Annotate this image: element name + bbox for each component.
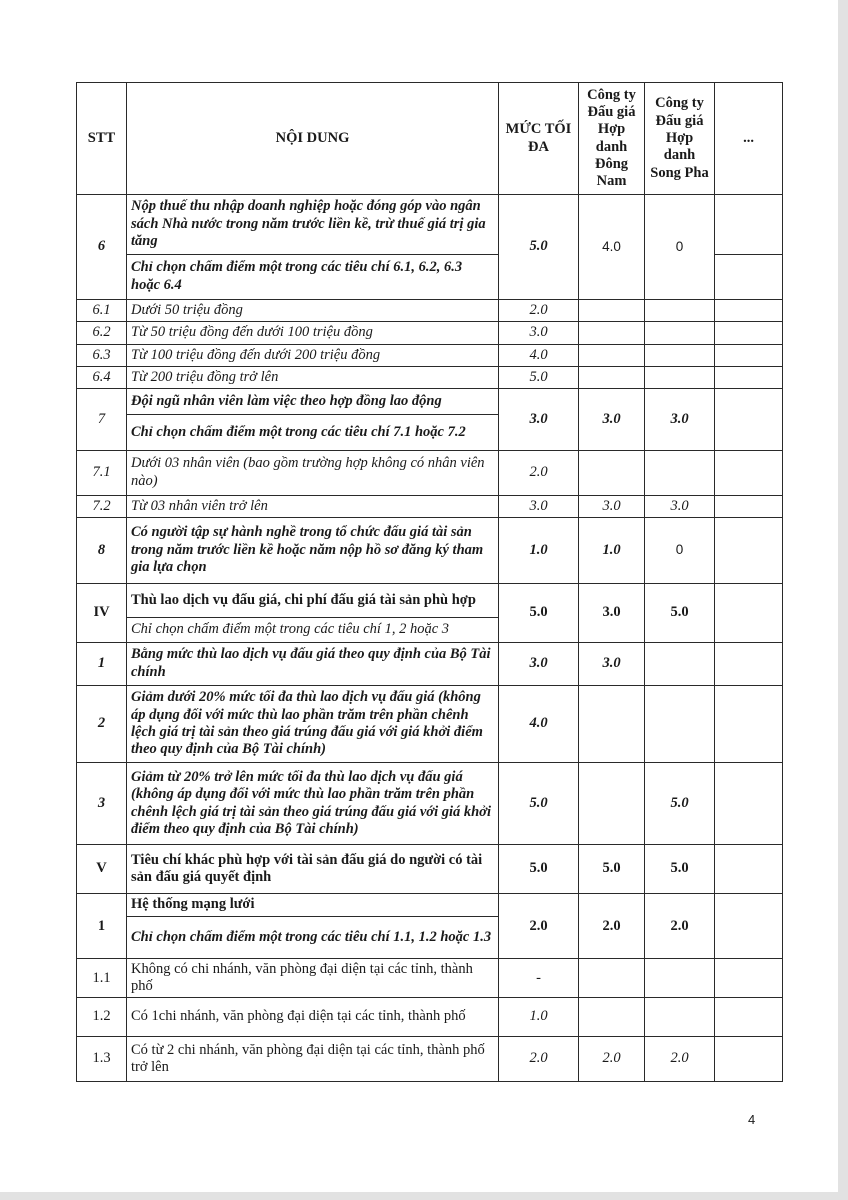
row-empty [715, 685, 783, 763]
row-content: Dưới 50 triệu đồng [127, 299, 499, 321]
row-max: 5.0 [499, 366, 579, 388]
table-row [77, 450, 783, 495]
row-content: Từ 03 nhân viên trở lên [127, 495, 499, 517]
row-score-dong-nam: 3.0 [579, 642, 645, 685]
row-empty [715, 845, 783, 894]
row-content: Nộp thuế thu nhập doanh nghiệp hoặc đóng góp vào ngân sách Nhà nước trong năm trước liền kề, trừ thuế giá trị gia tăng [127, 195, 499, 254]
table-row [77, 998, 783, 1037]
row-score-dong-nam [579, 366, 645, 388]
row-score-song-pha [645, 959, 715, 998]
row-score-dong-nam [579, 763, 645, 845]
row-score-song-pha [645, 642, 715, 685]
row-content: Từ 100 triệu đồng đến dưới 200 triệu đồng [127, 344, 499, 366]
row-content: Có người tập sự hành nghề trong tổ chức đấu giá tài sản trong năm trước liền kề hoặc năm nộp hồ sơ đăng ký tham gia lựa chọn [127, 518, 499, 583]
row-max: 4.0 [499, 685, 579, 763]
table-row [77, 763, 783, 845]
row-stt: 2 [77, 685, 127, 763]
row-score-dong-nam [579, 344, 645, 366]
table-row [77, 389, 783, 415]
table-row [77, 1036, 783, 1081]
row-empty [715, 450, 783, 495]
row-content: Từ 200 triệu đồng trở lên [127, 366, 499, 388]
row-score-song-pha: 5.0 [645, 845, 715, 894]
row-max: 5.0 [499, 845, 579, 894]
row-score-dong-nam [579, 685, 645, 763]
row-content: Có 1chi nhánh, văn phòng đại diện tại các tỉnh, thành phố [127, 998, 499, 1037]
row-score-song-pha: 2.0 [645, 1036, 715, 1081]
row-max: 2.0 [499, 894, 579, 959]
row-score-song-pha: 2.0 [645, 894, 715, 959]
header-company-dong-nam: Công ty Đấu giá Hợp danh Đông Nam [579, 83, 645, 195]
scan-right-edge [838, 0, 848, 1200]
row-stt: 1 [77, 642, 127, 685]
row-stt: 7.2 [77, 495, 127, 517]
row-content: Dưới 03 nhân viên (bao gồm trường hợp không có nhân viên nào) [127, 450, 499, 495]
row-empty [715, 959, 783, 998]
row-score-dong-nam [579, 998, 645, 1037]
row-score-dong-nam [579, 959, 645, 998]
row-empty [715, 366, 783, 388]
header-company-song-pha: Công ty Đấu giá Hợp danh Song Pha [645, 83, 715, 195]
row-max: 2.0 [499, 299, 579, 321]
table-row [77, 495, 783, 517]
header-more: ... [715, 83, 783, 195]
row-score-song-pha [645, 450, 715, 495]
header-content: NỘI DUNG [127, 83, 499, 195]
row-stt: 6 [77, 195, 127, 299]
row-score-song-pha: 5.0 [645, 583, 715, 642]
row-empty [715, 583, 783, 642]
row-max: 4.0 [499, 344, 579, 366]
row-score-song-pha [645, 322, 715, 344]
row-stt: 1 [77, 894, 127, 959]
header-max-score: MỨC TỐI ĐA [499, 83, 579, 195]
table-row [77, 195, 783, 254]
row-score-song-pha [645, 366, 715, 388]
row-score-dong-nam: 5.0 [579, 845, 645, 894]
row-note: Chỉ chọn chấm điểm một trong các tiêu chí 7.1 hoặc 7.2 [127, 414, 499, 450]
row-score-dong-nam: 2.0 [579, 1036, 645, 1081]
row-stt: IV [77, 583, 127, 642]
table-row [77, 642, 783, 685]
row-score-dong-nam: 3.0 [579, 583, 645, 642]
row-content: Giảm từ 20% trở lên mức tối đa thù lao dịch vụ đấu giá (không áp dụng đối với mức thù lao phần trăm trên phần chênh lệch giá trị tài sản theo giá trúng đấu giá với giá khởi điểm theo quy định của Bộ Tài chính) [127, 763, 499, 845]
row-max: 1.0 [499, 518, 579, 583]
row-empty [715, 322, 783, 344]
page-number: 4 [748, 1112, 756, 1127]
row-note: Chỉ chọn chấm điểm một trong các tiêu chí 1, 2 hoặc 3 [127, 618, 499, 643]
row-score-song-pha [645, 685, 715, 763]
row-content: Hệ thống mạng lưới [127, 894, 499, 916]
row-content: Từ 50 triệu đồng đến dưới 100 triệu đồng [127, 322, 499, 344]
row-score-dong-nam: 3.0 [579, 389, 645, 450]
row-stt: 7.1 [77, 450, 127, 495]
row-max: 3.0 [499, 642, 579, 685]
row-score-dong-nam: 2.0 [579, 894, 645, 959]
row-score-song-pha: 3.0 [645, 389, 715, 450]
row-score-dong-nam [579, 450, 645, 495]
row-max: 3.0 [499, 389, 579, 450]
row-stt: V [77, 845, 127, 894]
row-stt: 1.3 [77, 1036, 127, 1081]
row-stt: 3 [77, 763, 127, 845]
row-stt: 6.2 [77, 322, 127, 344]
row-stt: 6.1 [77, 299, 127, 321]
row-empty [715, 763, 783, 845]
row-content: Tiêu chí khác phù hợp với tài sản đấu giá do người có tài sản đấu giá quyết định [127, 845, 499, 894]
row-max: - [499, 959, 579, 998]
row-stt: 1.1 [77, 959, 127, 998]
table-row [77, 894, 783, 916]
row-stt: 6.3 [77, 344, 127, 366]
table-row [77, 685, 783, 763]
row-empty [715, 518, 783, 583]
table-row [77, 344, 783, 366]
row-max: 5.0 [499, 195, 579, 299]
row-content: Giảm dưới 20% mức tối đa thù lao dịch vụ đấu giá (không áp dụng đối với mức thù lao phần trăm trên phần chênh lệch giá trị tài sản theo giá trúng đấu giá với giá khởi điểm theo quy định của Bộ Tài chính) [127, 685, 499, 763]
row-score-dong-nam: 4.0 [579, 195, 645, 299]
header-stt: STT [77, 83, 127, 195]
table-row [77, 322, 783, 344]
row-note: Chỉ chọn chấm điểm một trong các tiêu chí 1.1, 1.2 hoặc 1.3 [127, 916, 499, 959]
row-content: Có từ 2 chi nhánh, văn phòng đại diện tại các tỉnh, thành phố trở lên [127, 1036, 499, 1081]
row-stt: 7 [77, 389, 127, 450]
table-row [77, 959, 783, 998]
row-score-song-pha: 5.0 [645, 763, 715, 845]
score-table [76, 82, 783, 1082]
scan-bottom-edge [0, 1192, 848, 1200]
row-empty [715, 195, 783, 254]
row-max: 5.0 [499, 763, 579, 845]
row-score-song-pha: 0 [645, 518, 715, 583]
table-row [77, 299, 783, 321]
row-score-dong-nam: 3.0 [579, 495, 645, 517]
row-score-dong-nam [579, 322, 645, 344]
row-note: Chỉ chọn chấm điểm một trong các tiêu chí 6.1, 6.2, 6.3 hoặc 6.4 [127, 254, 499, 299]
row-max: 2.0 [499, 1036, 579, 1081]
row-max: 3.0 [499, 495, 579, 517]
row-score-song-pha [645, 998, 715, 1037]
row-empty [715, 389, 783, 450]
row-score-dong-nam: 1.0 [579, 518, 645, 583]
row-content: Không có chi nhánh, văn phòng đại diện tại các tỉnh, thành phố [127, 959, 499, 998]
row-content: Bằng mức thù lao dịch vụ đấu giá theo quy định của Bộ Tài chính [127, 642, 499, 685]
row-empty [715, 642, 783, 685]
table-row [77, 366, 783, 388]
row-max: 3.0 [499, 322, 579, 344]
table-row [77, 845, 783, 894]
row-content: Đội ngũ nhân viên làm việc theo hợp đồng lao động [127, 389, 499, 415]
row-content: Thù lao dịch vụ đấu giá, chi phí đấu giá tài sản phù hợp [127, 583, 499, 618]
row-empty [715, 299, 783, 321]
row-max: 1.0 [499, 998, 579, 1037]
row-stt: 1.2 [77, 998, 127, 1037]
row-empty [715, 998, 783, 1037]
row-score-song-pha [645, 299, 715, 321]
table-row [77, 518, 783, 583]
row-max: 2.0 [499, 450, 579, 495]
row-stt: 6.4 [77, 366, 127, 388]
table-header-row [77, 83, 783, 195]
row-empty [715, 254, 783, 299]
row-empty [715, 894, 783, 959]
row-score-song-pha: 3.0 [645, 495, 715, 517]
row-empty [715, 344, 783, 366]
row-max: 5.0 [499, 583, 579, 642]
row-empty [715, 1036, 783, 1081]
row-score-song-pha: 0 [645, 195, 715, 299]
row-empty [715, 495, 783, 517]
row-score-song-pha [645, 344, 715, 366]
row-stt: 8 [77, 518, 127, 583]
table-row [77, 583, 783, 618]
row-score-dong-nam [579, 299, 645, 321]
